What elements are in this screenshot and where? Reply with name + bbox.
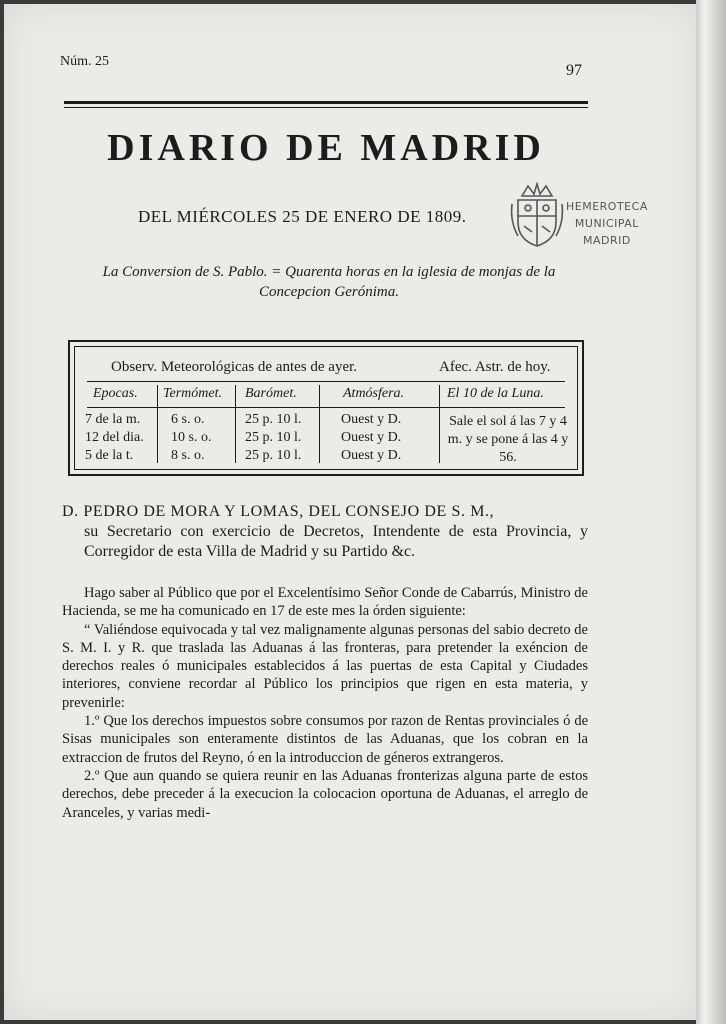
row-2-atmosfera: Ouest y D. [341,430,402,445]
dateline: DEL MIÉRCOLES 25 DE ENERO DE 1809. [138,207,467,226]
row-2-barometro: 25 p. 10 l. [245,430,302,445]
row-3-barometro: 25 p. 10 l. [245,448,302,463]
decree-heading-title: D. PEDRO DE MORA Y LOMAS, DEL CONSEJO DE S. M., [62,503,495,520]
meteo-col-divider [439,385,440,463]
row-1-barometro: 25 p. 10 l. [245,412,302,427]
meteo-rule-header [87,407,565,408]
row-3-epoca: 5 de la t. [85,448,134,463]
masthead-title: DIARIO DE MADRID [107,127,545,169]
feast-notice: La Conversion de S. Pablo. = Quarenta horas en la iglesia de monjas de la Concepcion Gerónima. [102,264,556,300]
moon-sun-notice: Sale el sol á las 7 y 4 m. y se pone á las 4 y 56. [447,414,569,465]
meteorological-table-inner [74,346,578,470]
col-head-termometro: Termómet. [163,386,222,401]
decree-heading-subtitle: su Secretario con exercicio de Decretos, Intendente de esta Provincia, y Corregidor de esta Villa de Madrid y su Partido &c. [84,523,588,560]
row-2-termometro: 10 s. o. [171,430,212,445]
issue-number: Núm. 25 [60,54,109,69]
paragraph: 1.º Que los derechos impuestos sobre consumos por razon de Rentas provinciales ó de Sisas municipales son enteramente distintos de las Aduanas, que los cobran en la extraccion de frutos del Reyno, ó en la introduccion de géneros extrangeros. [62,713,588,766]
row-3-atmosfera: Ouest y D. [341,448,402,463]
paragraph: Hago saber al Público que por el Excelentísimo Señor Conde de Cabarrús, Ministro de Hacienda, se me ha comunicado en 17 de este mes la órden siguiente: [62,585,588,620]
astro-title: Afec. Astr. de hoy. [439,359,551,375]
row-3-termometro: 8 s. o. [171,448,205,463]
col-head-epocas: Epocas. [93,386,138,401]
stamp-line-3: MADRID [583,234,631,247]
page-number: 97 [566,62,582,79]
header-rule-thin [64,107,588,108]
col-head-atmosfera: Atmósfera. [343,386,405,401]
newspaper-page [4,4,698,1020]
row-1-termometro: 6 s. o. [171,412,205,427]
stamp-line-1: HEMEROTECA [566,200,648,213]
meteo-title: Observ. Meteorológicas de antes de ayer. [111,359,358,375]
col-head-barometro: Barómet. [245,386,297,401]
paragraph: 2.º Que aun quando se quiera reunir en las Aduanas fronterizas alguna parte de estos derechos, debe preceder á la execucion la colocacion oportuna de Aduanas, el arreglo de Aranceles, y varias medi- [62,767,588,821]
meteo-rule-top [87,381,565,382]
decree-body [62,584,588,822]
stamp-line-2: MUNICIPAL [574,217,639,230]
library-stamp [504,182,694,262]
stamp-text [566,198,648,249]
meteo-col-divider [319,385,320,463]
meteo-col-divider [157,385,158,463]
coat-of-arms-icon [508,182,566,250]
meteorological-table [68,340,584,476]
header-rule-thick [64,101,588,104]
meteo-col-divider [235,385,236,463]
decree-heading [62,502,588,562]
row-1-epoca: 7 de la m. [85,412,141,427]
page-edge [696,0,726,1024]
row-2-epoca: 12 del dia. [85,430,144,445]
col-head-luna: El 10 de la Luna. [447,386,544,401]
paragraph: “ Valiéndose equivocada y tal vez malignamente algunas personas del sabio decreto de S. M. I. y R. que traslada las Aduanas á las fronteras, para pretender la exéncion de derechos reales ó municipales establecidos á las puertas de esta Capital y Ciudades interiores, conviene recordar al Público los principios que rigen en esta materia, y prevenirle: [62,621,588,711]
row-1-atmosfera: Ouest y D. [341,412,402,427]
